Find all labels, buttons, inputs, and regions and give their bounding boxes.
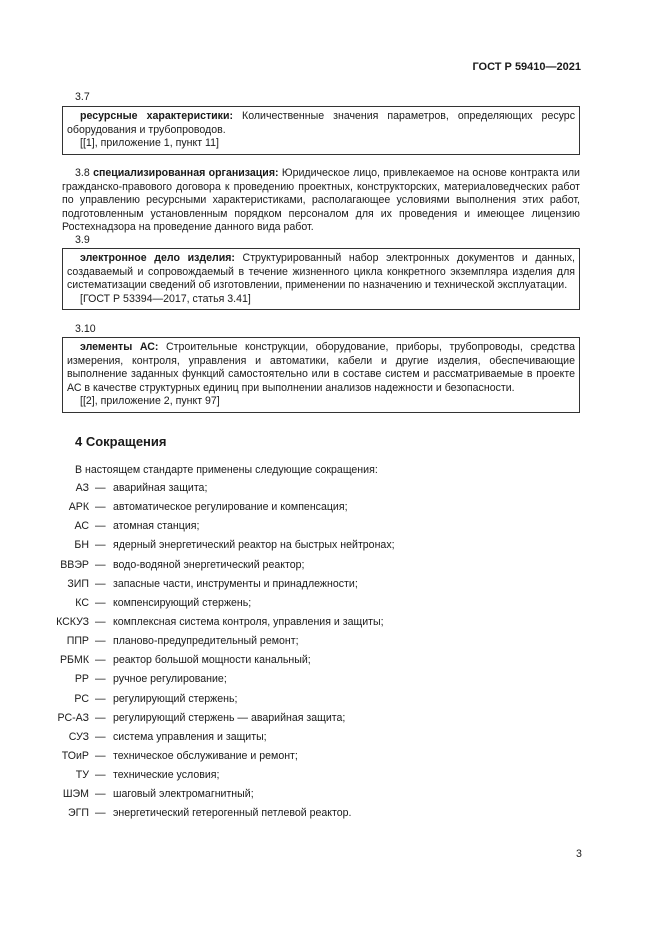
abbreviation-definition: шаговый электромагнитный; [113,788,254,801]
term-entry [67,341,575,395]
term-definition: Юридическое лицо, привлекаемое на основе контракта или гражданско-правового договора к проведению проектных, конструкторских, материаловедческих работ по управлению ресурсными характеристиками, располагающее условиями выполнения этих работ, подготовленным установленным порядком персоналом для их проведения и имеющее лицензию Ростехнадзора на проведение данного вида работ. [62,167,580,234]
term-name: ресурсные характеристики: [80,110,234,122]
abbreviation-definition: автоматическое регулирование и компенсация; [113,501,348,514]
abbreviation-term: КС [75,596,89,609]
abbreviation-dash: — [95,577,106,590]
term-box-3-7 [62,106,580,155]
term-source: [[2], приложение 2, пункт 97] [80,395,220,408]
term-entry [67,252,575,293]
term-number-3-8: 3.8 [75,167,90,179]
abbreviation-definition: регулирующий стержень; [113,692,238,705]
abbreviation-row [0,673,661,692]
abbreviation-dash: — [95,596,106,609]
abbreviation-dash: — [95,520,106,533]
term-number-3-10: 3.10 [75,323,96,335]
abbreviation-dash: — [95,730,106,743]
abbreviation-term: ТОиР [61,749,89,762]
term-entry [67,110,575,137]
term-number-3-9: 3.9 [75,234,90,246]
abbreviation-dash: — [95,692,106,705]
abbreviation-definition: технические условия; [113,769,220,782]
abbreviation-definition: аварийная защита; [113,482,208,494]
term-box-3-10 [62,337,580,413]
section-intro: В настоящем стандарте применены следующие сокращения: [75,464,378,476]
section-title: 4 Сокращения [75,434,167,449]
abbreviation-dash: — [95,788,106,801]
abbreviation-definition: система управления и защиты; [113,730,267,743]
abbreviation-dash: — [95,769,106,782]
abbreviation-row [0,578,661,597]
abbreviation-term: АРК [68,501,89,514]
abbreviation-dash: — [95,615,106,628]
abbreviation-row [0,501,661,520]
term-name: специализированная организация: [93,167,279,179]
abbreviation-term: РС-АЗ [57,711,89,724]
term-box-3-9 [62,248,580,310]
abbreviation-definition: планово-предупредительный ремонт; [113,635,299,648]
abbreviation-definition: энергетический гетерогенный петлевой реактор. [113,807,352,820]
abbreviation-definition: реактор большой мощности канальный; [113,654,311,667]
abbreviation-definition: компенсирующий стержень; [113,596,252,609]
abbreviation-dash: — [95,749,106,762]
abbreviation-term: РБМК [59,654,89,667]
term-source: [[1], приложение 1, пункт 11] [80,137,219,150]
term-source: [ГОСТ Р 53394—2017, статья 3.41] [80,292,251,305]
abbreviation-term: ВВЭР [60,558,89,571]
abbreviation-dash: — [95,654,106,667]
abbreviation-list [0,482,661,827]
term-paragraph-3-8 [62,167,580,235]
abbreviation-row [0,712,661,731]
abbreviation-dash: — [95,558,106,571]
abbreviation-row [0,788,661,807]
abbreviation-row [0,731,661,750]
term-definition: Количественные значения параметров, определяющих ресурс оборудования и трубопроводов. [67,110,575,136]
abbreviation-row [0,616,661,635]
document-code: ГОСТ Р 59410—2021 [472,61,581,73]
abbreviation-dash: — [95,635,106,648]
term-definition: Строительные конструкции, оборудование, приборы, трубопроводы, средства измерения, контроля, управления и автоматики, кабели и другие изделия, обеспечивающие выполнение заданных функций самостоятельно или в составе систем и рассматриваемые в проекте АС в качестве структурных единиц при выполнении анализов надежности и безопасности. [67,341,575,394]
abbreviation-term: ЗИП [67,577,89,590]
page-number: 3 [576,848,582,860]
abbreviation-term: РС [74,692,89,705]
abbreviation-dash: — [95,501,106,514]
term-name: элементы АС: [80,341,159,353]
abbreviation-term: ЭГП [68,807,89,820]
abbreviation-row [0,807,661,826]
abbreviation-definition: комплексная система контроля, управления и защиты; [113,615,384,628]
abbreviation-row [0,769,661,788]
abbreviation-dash: — [95,711,106,724]
abbreviation-row [0,635,661,654]
abbreviation-term: АС [74,520,89,533]
abbreviation-term: АЗ [75,482,89,494]
abbreviation-dash: — [95,807,106,820]
abbreviation-definition: техническое обслуживание и ремонт; [113,749,298,762]
abbreviation-row [0,539,661,558]
term-number-3-7: 3.7 [75,91,90,103]
abbreviation-row [0,559,661,578]
term-definition: Структурированный набор электронных документов и данных, создаваемый и сопровождаемый в течение жизненного цикла конкретного экземпляра изделия для систематизации сведений об изготовлении, применении по назначению и технической эксплуатации. [67,252,575,292]
abbreviation-definition: регулирующий стержень — аварийная защита; [113,711,346,724]
abbreviation-row [0,520,661,539]
abbreviation-definition: водо-водяной энергетический реактор; [113,558,305,571]
abbreviation-row [0,693,661,712]
abbreviation-term: ТУ [75,769,89,782]
abbreviation-row [0,597,661,616]
abbreviation-dash: — [95,673,106,686]
abbreviation-term: КСКУЗ [56,615,89,628]
abbreviation-dash: — [95,482,106,494]
abbreviation-term: ППР [66,635,89,648]
abbreviation-dash: — [95,539,106,552]
abbreviation-definition: ядерный энергетический реактор на быстрых нейтронах; [113,539,395,552]
abbreviation-row [0,654,661,673]
abbreviation-term: СУЗ [68,730,89,743]
abbreviation-definition: ручное регулирование; [113,673,227,686]
term-name: электронное дело изделия: [80,252,235,264]
abbreviation-term: ШЭМ [62,788,89,801]
abbreviation-row [0,750,661,769]
abbreviation-term: РР [74,673,89,686]
abbreviation-definition: запасные части, инструменты и принадлежности; [113,577,358,590]
abbreviation-row [0,482,661,501]
abbreviation-term: БН [74,539,89,552]
abbreviation-definition: атомная станция; [113,520,200,533]
